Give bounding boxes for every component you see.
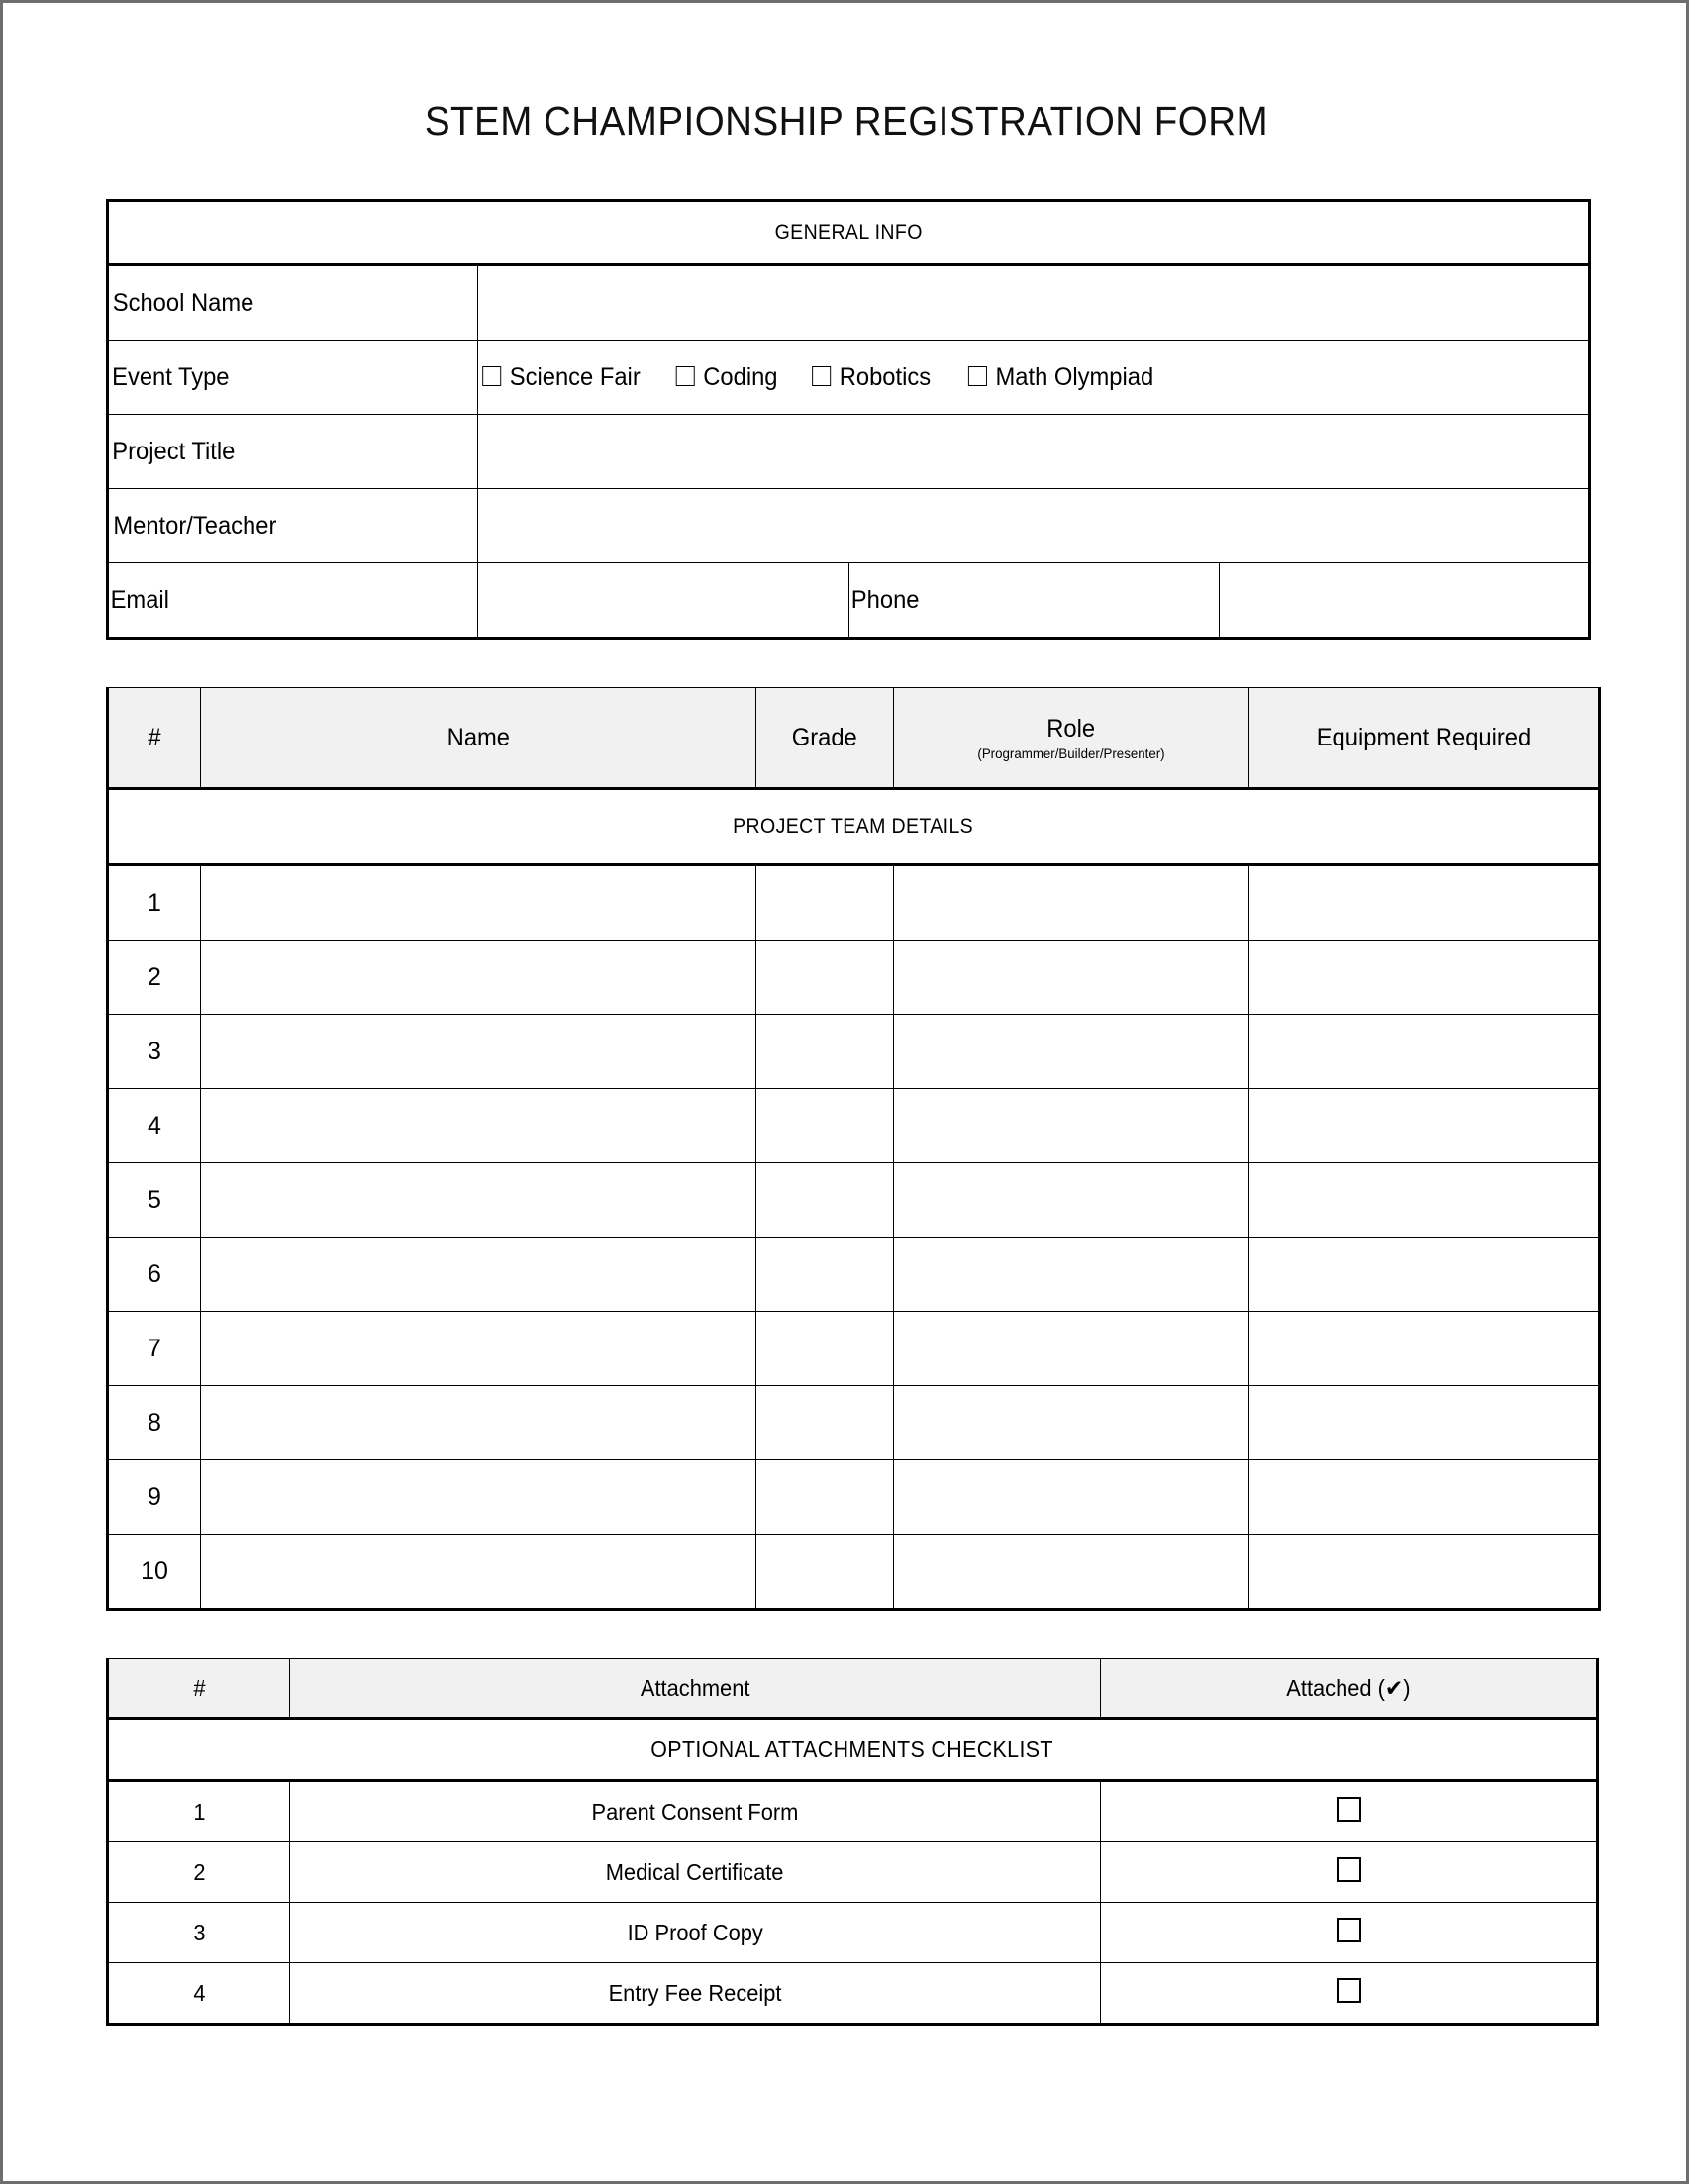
checkbox-icon[interactable] bbox=[482, 366, 501, 386]
row-number: 2 bbox=[108, 1842, 290, 1903]
col-header-attachment: Attachment bbox=[290, 1659, 1101, 1719]
row-role-cell[interactable] bbox=[894, 1163, 1249, 1238]
row-attached-cell[interactable] bbox=[1101, 1903, 1598, 1963]
event-type-option-robotics[interactable] bbox=[813, 363, 932, 392]
phone-label: Phone bbox=[848, 563, 1219, 639]
email-label: Email bbox=[108, 563, 478, 639]
col-header-name: Name bbox=[201, 688, 756, 789]
general-info-banner-label: GENERAL INFO bbox=[774, 221, 923, 244]
row-attachment-label: ID Proof Copy bbox=[290, 1903, 1101, 1963]
event-type-options bbox=[478, 341, 1590, 415]
col-header-role-subtext: (Programmer/Builder/Presenter) bbox=[977, 745, 1165, 761]
row-equipment-cell[interactable] bbox=[1249, 1460, 1600, 1535]
row-role-cell[interactable] bbox=[894, 1089, 1249, 1163]
row-number: 1 bbox=[108, 865, 201, 941]
attachments-body bbox=[108, 1781, 1598, 2025]
row-name-cell[interactable] bbox=[201, 1535, 756, 1610]
section-divider bbox=[106, 1611, 1587, 1658]
row-project-title bbox=[108, 415, 1590, 489]
row-equipment-cell[interactable] bbox=[1249, 1015, 1600, 1089]
row-role-cell[interactable] bbox=[894, 1460, 1249, 1535]
row-attached-cell[interactable] bbox=[1101, 1963, 1598, 2025]
row-name-cell[interactable] bbox=[201, 1460, 756, 1535]
row-attachment-label: Medical Certificate bbox=[290, 1842, 1101, 1903]
row-role-cell[interactable] bbox=[894, 941, 1249, 1015]
checkbox-icon[interactable] bbox=[1337, 1918, 1361, 1942]
row-number: 5 bbox=[108, 1163, 201, 1238]
row-attachment-label: Entry Fee Receipt bbox=[290, 1963, 1101, 2025]
row-grade-cell[interactable] bbox=[756, 941, 894, 1015]
attachments-banner bbox=[108, 1719, 1598, 1781]
col-header-role: Role (Programmer/Builder/Presenter) bbox=[894, 688, 1249, 789]
checkbox-icon[interactable] bbox=[1337, 1857, 1361, 1882]
row-number: 4 bbox=[108, 1963, 290, 2025]
page-title: STEM CHAMPIONSHIP REGISTRATION FORM bbox=[424, 98, 1269, 144]
checkbox-icon[interactable] bbox=[1337, 1797, 1361, 1822]
project-team-table bbox=[106, 687, 1601, 1611]
row-grade-cell[interactable] bbox=[756, 1535, 894, 1610]
row-name-cell[interactable] bbox=[201, 865, 756, 941]
row-number: 1 bbox=[108, 1781, 290, 1842]
general-info-banner bbox=[108, 201, 1590, 265]
table-row bbox=[108, 1163, 1600, 1238]
row-number: 9 bbox=[108, 1460, 201, 1535]
row-grade-cell[interactable] bbox=[756, 1238, 894, 1312]
table-row bbox=[108, 941, 1600, 1015]
table-row bbox=[108, 1460, 1600, 1535]
row-grade-cell[interactable] bbox=[756, 1386, 894, 1460]
email-input[interactable] bbox=[478, 563, 848, 639]
row-number: 3 bbox=[108, 1903, 290, 1963]
checkbox-icon[interactable] bbox=[813, 366, 832, 386]
row-number: 4 bbox=[108, 1089, 201, 1163]
row-equipment-cell[interactable] bbox=[1249, 1089, 1600, 1163]
event-type-option-label: Robotics bbox=[840, 362, 932, 391]
row-role-cell[interactable] bbox=[894, 1535, 1249, 1610]
table-row bbox=[108, 1842, 1598, 1903]
attachments-banner-label: OPTIONAL ATTACHMENTS CHECKLIST bbox=[650, 1736, 1054, 1762]
general-info-banner-row bbox=[108, 201, 1590, 265]
row-role-cell[interactable] bbox=[894, 1015, 1249, 1089]
col-header-number: # bbox=[108, 1659, 290, 1719]
event-type-option-math-olympiad[interactable] bbox=[967, 363, 1152, 392]
table-row bbox=[108, 1238, 1600, 1312]
school-name-label: School Name bbox=[108, 265, 478, 341]
project-team-body bbox=[108, 865, 1600, 1610]
table-row bbox=[108, 1089, 1600, 1163]
col-header-attached: Attached (✔) bbox=[1101, 1659, 1598, 1719]
row-grade-cell[interactable] bbox=[756, 1460, 894, 1535]
row-equipment-cell[interactable] bbox=[1249, 1163, 1600, 1238]
row-attached-cell[interactable] bbox=[1101, 1842, 1598, 1903]
row-role-cell[interactable] bbox=[894, 1312, 1249, 1386]
checkbox-icon[interactable] bbox=[1337, 1978, 1361, 2003]
table-row bbox=[108, 1903, 1598, 1963]
row-name-cell[interactable] bbox=[201, 1163, 756, 1238]
col-header-equipment: Equipment Required bbox=[1249, 688, 1600, 789]
project-team-banner-label: PROJECT TEAM DETAILS bbox=[733, 815, 974, 838]
event-type-option-label: Math Olympiad bbox=[995, 362, 1153, 391]
row-equipment-cell[interactable] bbox=[1249, 941, 1600, 1015]
project-title-label: Project Title bbox=[108, 415, 478, 489]
row-name-cell[interactable] bbox=[201, 1089, 756, 1163]
attachments-table bbox=[106, 1658, 1599, 2026]
checkbox-icon[interactable] bbox=[676, 366, 695, 386]
event-type-option-label: Coding bbox=[703, 362, 778, 391]
row-equipment-cell[interactable] bbox=[1249, 1238, 1600, 1312]
row-role-cell[interactable] bbox=[894, 1386, 1249, 1460]
table-row bbox=[108, 1535, 1600, 1610]
row-name-cell[interactable] bbox=[201, 1386, 756, 1460]
project-team-banner bbox=[108, 789, 1600, 865]
row-event-type bbox=[108, 341, 1590, 415]
row-grade-cell[interactable] bbox=[756, 1089, 894, 1163]
general-info-table bbox=[106, 199, 1591, 640]
project-team-banner-row bbox=[108, 789, 1600, 865]
row-role-cell[interactable] bbox=[894, 1238, 1249, 1312]
row-number: 3 bbox=[108, 1015, 201, 1089]
table-row bbox=[108, 1312, 1600, 1386]
row-equipment-cell[interactable] bbox=[1249, 1312, 1600, 1386]
row-equipment-cell[interactable] bbox=[1249, 1535, 1600, 1610]
table-row bbox=[108, 1015, 1600, 1089]
row-grade-cell[interactable] bbox=[756, 1312, 894, 1386]
row-attachment-label: Parent Consent Form bbox=[290, 1781, 1101, 1842]
section-divider bbox=[106, 640, 1587, 687]
row-equipment-cell[interactable] bbox=[1249, 865, 1600, 941]
row-number: 8 bbox=[108, 1386, 201, 1460]
table-row bbox=[108, 865, 1600, 941]
school-name-input[interactable] bbox=[478, 265, 1590, 341]
row-number: 2 bbox=[108, 941, 201, 1015]
col-header-grade: Grade bbox=[756, 688, 894, 789]
row-equipment-cell[interactable] bbox=[1249, 1386, 1600, 1460]
row-number: 7 bbox=[108, 1312, 201, 1386]
event-type-label: Event Type bbox=[108, 341, 478, 415]
project-team-header-row bbox=[108, 688, 1600, 789]
event-type-option-label: Science Fair bbox=[509, 362, 642, 391]
mentor-teacher-input[interactable] bbox=[478, 489, 1590, 563]
table-row bbox=[108, 1386, 1600, 1460]
row-role-cell[interactable] bbox=[894, 865, 1249, 941]
row-grade-cell[interactable] bbox=[756, 1163, 894, 1238]
row-grade-cell[interactable] bbox=[756, 865, 894, 941]
checkbox-icon[interactable] bbox=[967, 366, 986, 386]
row-number: 6 bbox=[108, 1238, 201, 1312]
row-email-phone bbox=[108, 563, 1590, 639]
attachments-header-row bbox=[108, 1659, 1598, 1719]
row-name-cell[interactable] bbox=[201, 1312, 756, 1386]
attachments-banner-row bbox=[108, 1719, 1598, 1781]
phone-input[interactable] bbox=[1219, 563, 1589, 639]
project-title-input[interactable] bbox=[478, 415, 1590, 489]
table-row bbox=[108, 1963, 1598, 2025]
row-number: 10 bbox=[108, 1535, 201, 1610]
row-mentor-teacher bbox=[108, 489, 1590, 563]
event-type-option-coding[interactable] bbox=[676, 363, 778, 392]
row-attached-cell[interactable] bbox=[1101, 1781, 1598, 1842]
mentor-teacher-label: Mentor/Teacher bbox=[108, 489, 478, 563]
row-name-cell[interactable] bbox=[201, 1015, 756, 1089]
event-type-option-science-fair[interactable] bbox=[482, 363, 641, 392]
row-school-name bbox=[108, 265, 1590, 341]
table-row bbox=[108, 1781, 1598, 1842]
row-name-cell[interactable] bbox=[201, 1238, 756, 1312]
row-name-cell[interactable] bbox=[201, 941, 756, 1015]
row-grade-cell[interactable] bbox=[756, 1015, 894, 1089]
col-header-number: # bbox=[108, 688, 201, 789]
